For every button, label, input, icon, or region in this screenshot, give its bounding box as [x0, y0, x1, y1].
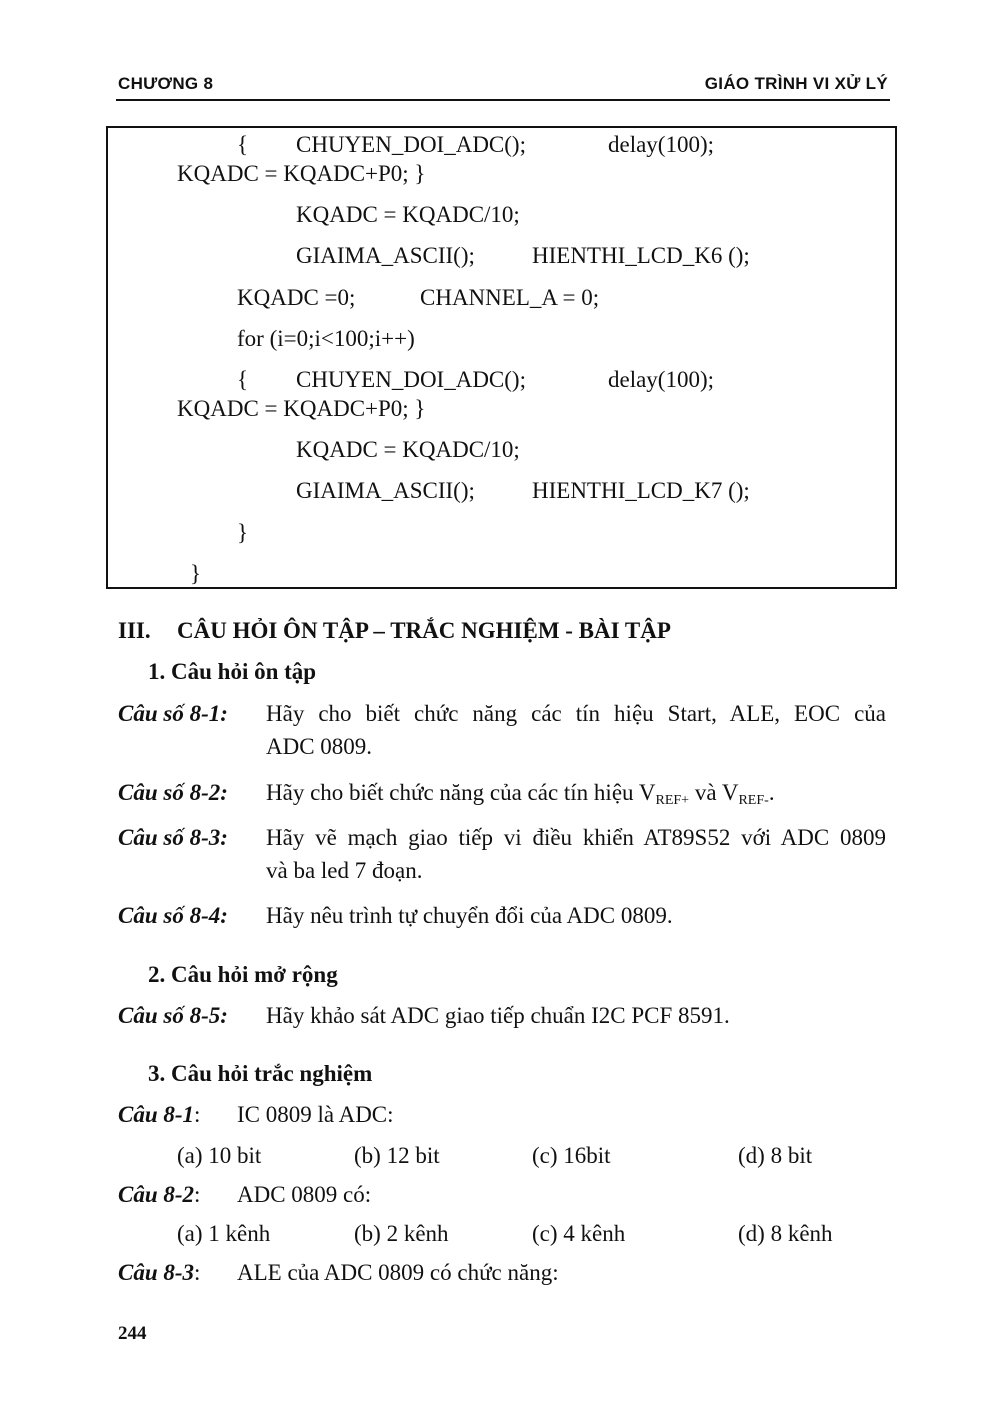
code-line: KQADC = KQADC/10; [296, 202, 520, 227]
question-text: và ba led 7 đoạn. [266, 858, 423, 883]
code-line: KQADC = KQADC+P0; } [177, 161, 426, 186]
code-line: CHUYEN_DOI_ADC(); [296, 367, 526, 392]
question-text: Hãy cho biết chức năng của các tín hiệu $V_{REF+}$ và $V_{REF-}$. [266, 780, 775, 808]
page-number: 244 [118, 1323, 147, 1344]
question-label: Câu số 8-2: [118, 780, 228, 805]
question-text: Hãy nêu trình tự chuyển đổi của ADC 0809. [266, 903, 673, 928]
section-number: III. [118, 618, 151, 643]
code-brace: } [237, 520, 249, 545]
code-line: CHANNEL_A = 0; [420, 285, 600, 310]
code-line: GIAIMA_ASCII(); [296, 243, 475, 268]
code-line: for (i=0;i<100;i++) [237, 326, 415, 351]
mc-option-b: (b) 12 bit [354, 1143, 440, 1168]
code-line: HIENTHI_LCD_K7 (); [532, 478, 750, 503]
mc-option-d: (d) 8 bit [738, 1143, 813, 1168]
mc-option-a: (a) 10 bit [177, 1143, 262, 1168]
code-brace: { [237, 367, 249, 392]
mc-question-text: ALE của ADC 0809 có chức năng: [237, 1260, 559, 1285]
question-text: Hãy vẽ mạch giao tiếp vi điều khiển AT89S52 với ADC 0809 [266, 825, 886, 850]
mc-question-text: IC 0809 là ADC: [237, 1102, 394, 1127]
mc-question-text: ADC 0809 có: [237, 1182, 372, 1207]
code-line: HIENTHI_LCD_K6 (); [532, 243, 750, 268]
header-rule [116, 99, 890, 101]
code-line: delay(100); [608, 132, 715, 157]
section-title: CÂU HỎI ÔN TẬP – TRẮC NGHIỆM - BÀI TẬP [177, 618, 671, 643]
mc-option-b: (b) 2 kênh [354, 1221, 449, 1246]
mc-option-c: (c) 4 kênh [532, 1221, 626, 1246]
code-line: KQADC =0; [237, 285, 356, 310]
question-text: ADC 0809. [266, 734, 373, 759]
mc-question: Câu 8-2: [118, 1182, 201, 1207]
code-line: delay(100); [608, 367, 715, 392]
subsection-title: 2. Câu hỏi mở rộng [148, 962, 338, 987]
chapter-header: CHƯƠNG 8 [118, 74, 214, 93]
book-title-header: GIÁO TRÌNH VI XỬ LÝ [704, 74, 888, 93]
mc-option-c: (c) 16bit [532, 1143, 611, 1168]
subsection-title: 3. Câu hỏi trắc nghiệm [148, 1061, 373, 1086]
code-line: GIAIMA_ASCII(); [296, 478, 475, 503]
question-label: Câu số 8-4: [118, 903, 228, 928]
code-box [106, 126, 897, 589]
question-text: Hãy cho biết chức năng các tín hiệu Start, ALE, EOC của [266, 701, 886, 726]
mc-option-a: (a) 1 kênh [177, 1221, 271, 1246]
question-text: Hãy khảo sát ADC giao tiếp chuẩn I2C PCF 8591. [266, 1003, 730, 1028]
code-line: CHUYEN_DOI_ADC(); [296, 132, 526, 157]
question-label: Câu số 8-1: [118, 701, 228, 726]
mc-question: Câu 8-1: [118, 1102, 201, 1127]
code-brace: } [190, 561, 202, 586]
mc-question: Câu 8-3: [118, 1260, 201, 1285]
question-label: Câu số 8-3: [118, 825, 228, 850]
code-line: KQADC = KQADC+P0; } [177, 396, 426, 421]
mc-option-d: (d) 8 kênh [738, 1221, 833, 1246]
code-brace: { [237, 132, 249, 157]
subsection-title: 1. Câu hỏi ôn tập [148, 659, 317, 684]
code-line: KQADC = KQADC/10; [296, 437, 520, 462]
question-label: Câu số 8-5: [118, 1003, 228, 1028]
